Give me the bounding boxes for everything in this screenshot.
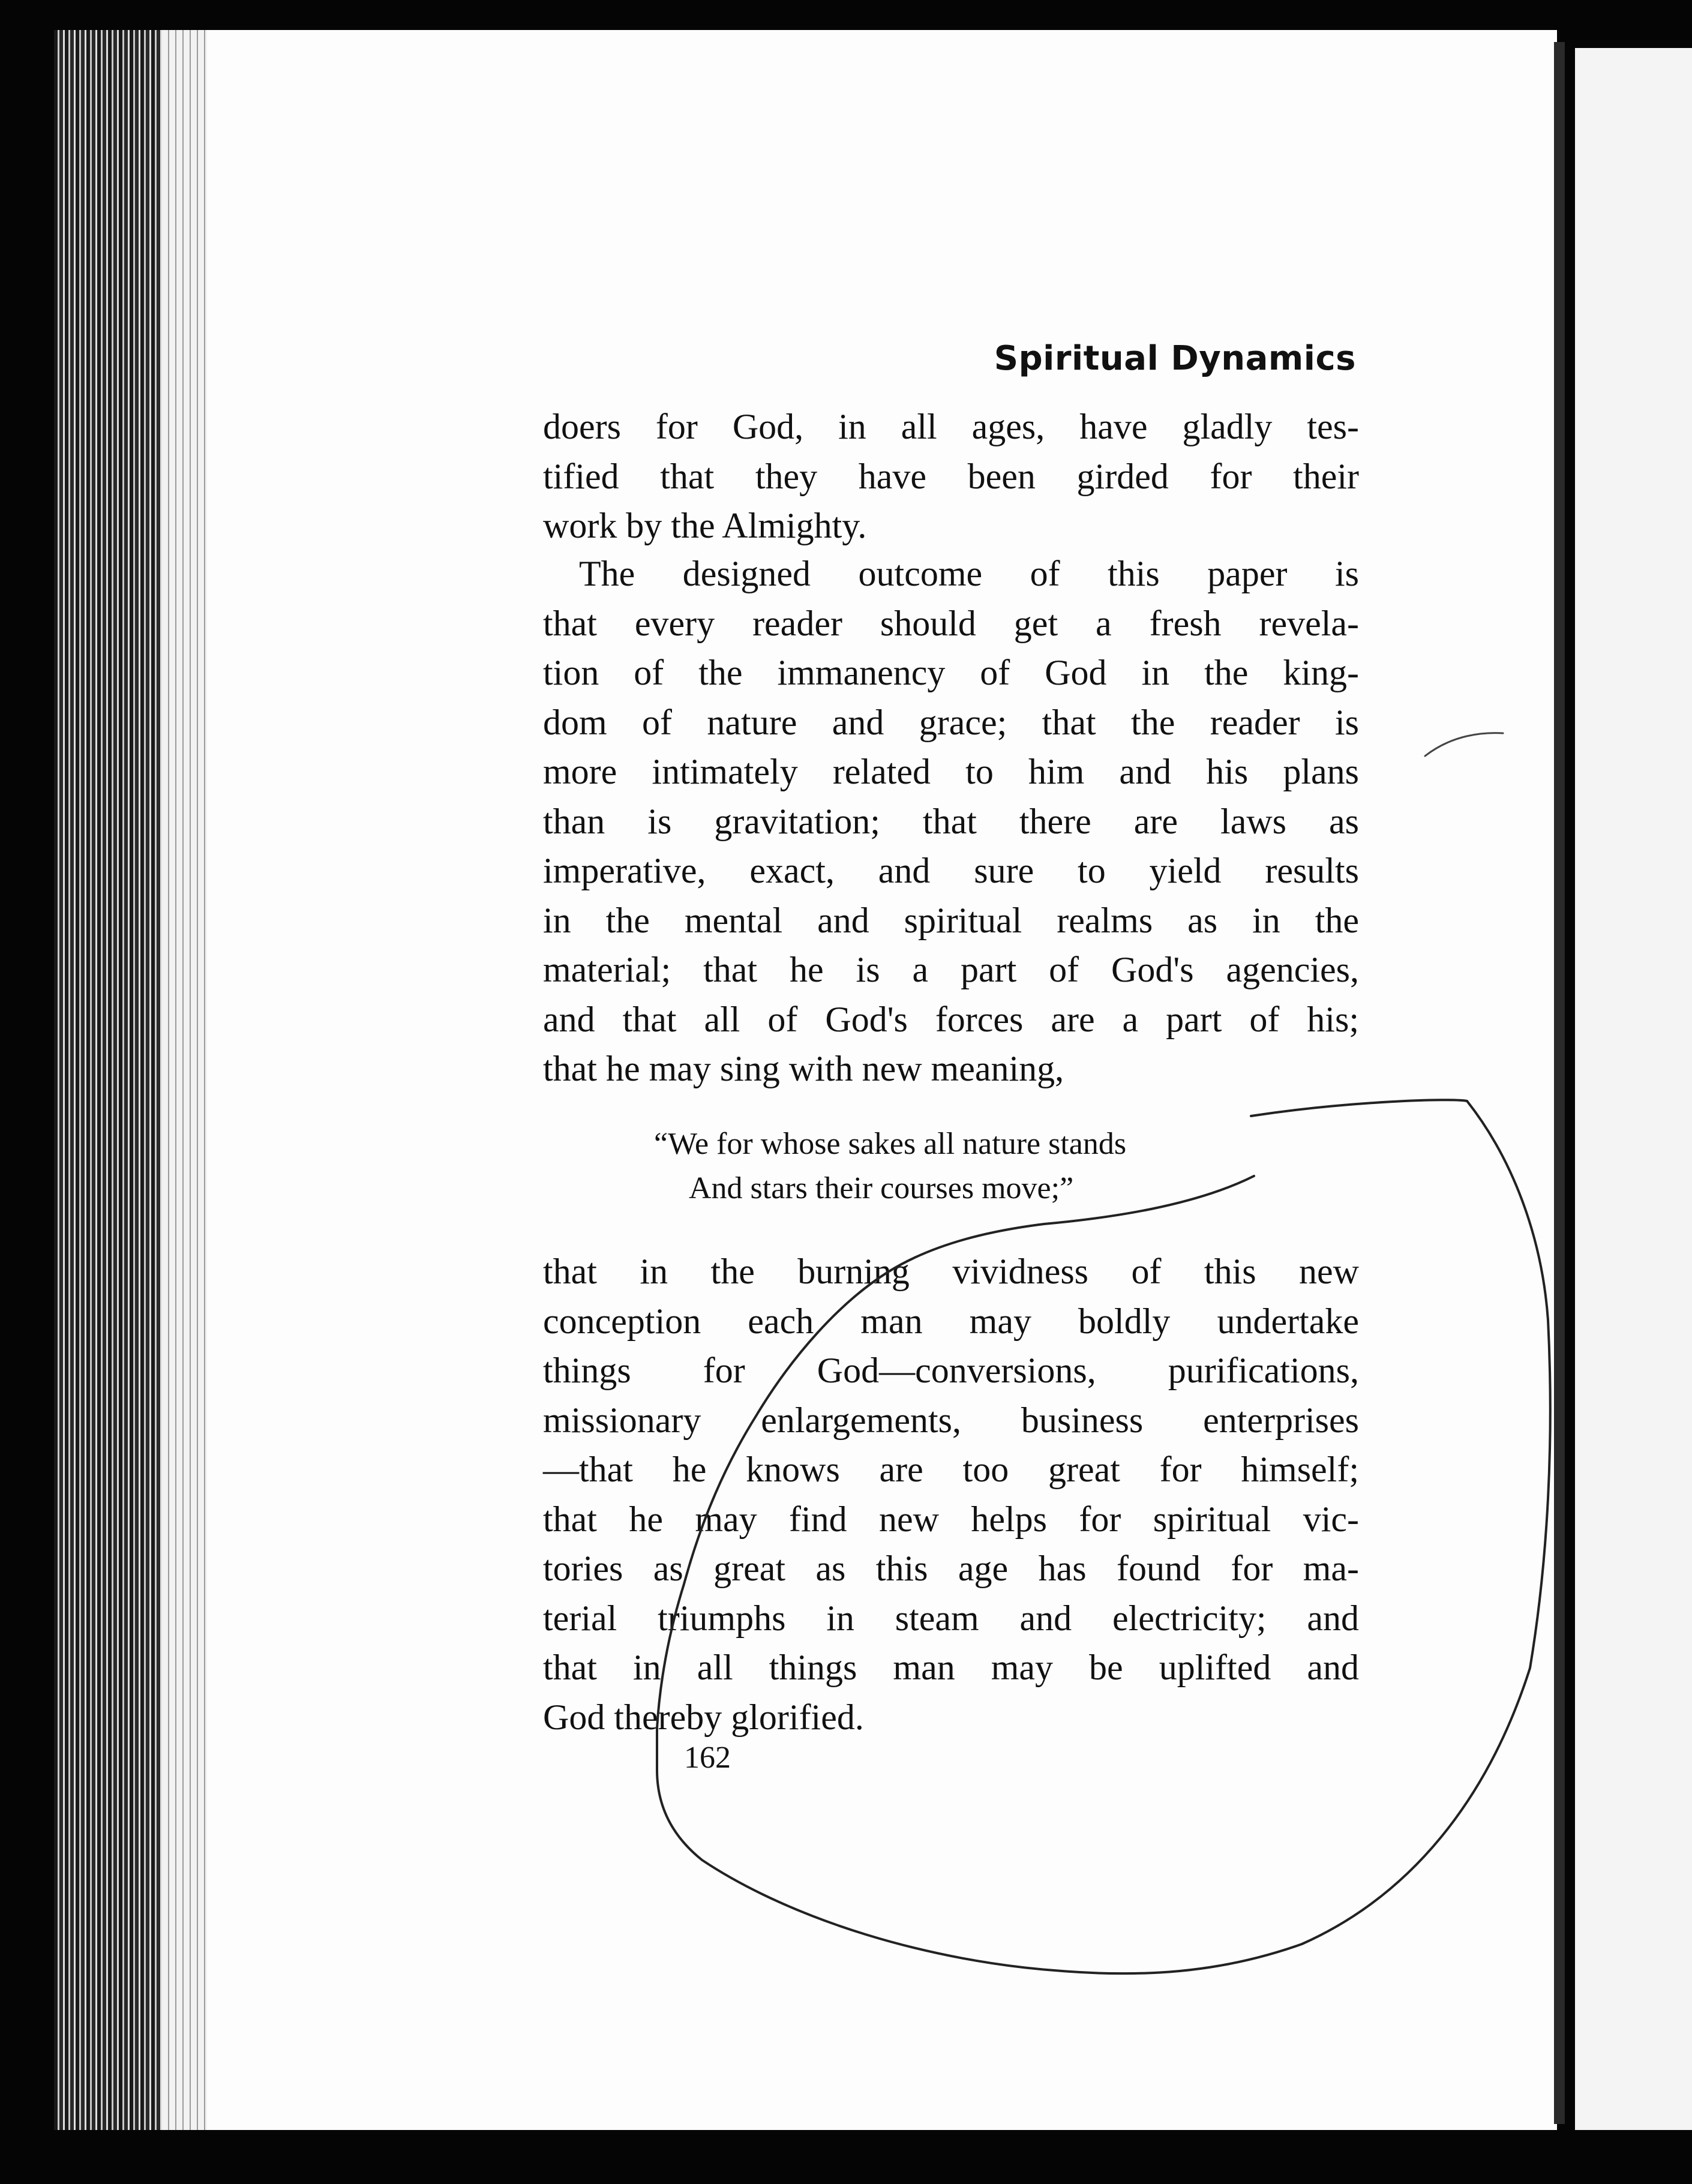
text-line: dom of nature and grace; that the reader is (543, 702, 1359, 742)
text-line: that in all things man may be uplifted and (543, 1648, 1359, 1687)
text-line: —that he knows are too great for himself; (543, 1450, 1359, 1489)
facing-page-edge (1575, 48, 1692, 2130)
text-line: more intimately related to him and his plans (543, 752, 1359, 791)
text-line: that every reader should get a fresh revela- (543, 603, 1359, 643)
text-line: tified that they have been girded for their (543, 456, 1359, 496)
text-line: that he may sing with new meaning, (543, 1049, 1064, 1088)
text-line: imperative, exact, and sure to yield results (543, 851, 1359, 890)
text-line: missionary enlargements, business enterprises (543, 1400, 1359, 1440)
text-line: material; that he is a part of God's agencies, (543, 950, 1359, 989)
text-line: work by the Almighty. (543, 506, 867, 545)
text-line: terial triumphs in steam and electricity; and (543, 1598, 1359, 1638)
text-line: God thereby glorified. (543, 1697, 864, 1737)
text-line: in the mental and spiritual realms as in the (543, 900, 1359, 940)
text-line: things for God—conversions, purifications, (543, 1351, 1359, 1390)
text-line: doers for God, in all ages, have gladly tes- (543, 407, 1359, 446)
verse-quotation (654, 1122, 1254, 1211)
text-line: The designed outcome of this paper is (579, 554, 1359, 593)
text-line: than is gravitation; that there are laws as (543, 801, 1359, 841)
text-line: tories as great as this age has found for ma- (543, 1549, 1359, 1588)
running-head: Spiritual Dynamics (994, 339, 1356, 378)
text-line: that in the burning vividness of this new (543, 1252, 1359, 1291)
text-line: and that all of God's forces are a part of his; (543, 999, 1359, 1039)
verse-line: “We for whose sakes all nature stands (654, 1127, 1127, 1161)
page-gutter-shadow (1554, 42, 1565, 2124)
paragraph-1 (543, 402, 1359, 551)
paragraph-2 (543, 549, 1359, 1094)
text-line: that he may find new helps for spiritual vic- (543, 1499, 1359, 1539)
paragraph-3 (543, 1247, 1359, 1742)
text-line: conception each man may boldly undertake (543, 1301, 1359, 1341)
text-line: tion of the immanency of God in the king- (543, 653, 1359, 692)
page-number: 162 (684, 1741, 731, 1775)
verse-line: And stars their courses move;” (689, 1171, 1074, 1205)
book-page-edges-light (162, 30, 210, 2130)
